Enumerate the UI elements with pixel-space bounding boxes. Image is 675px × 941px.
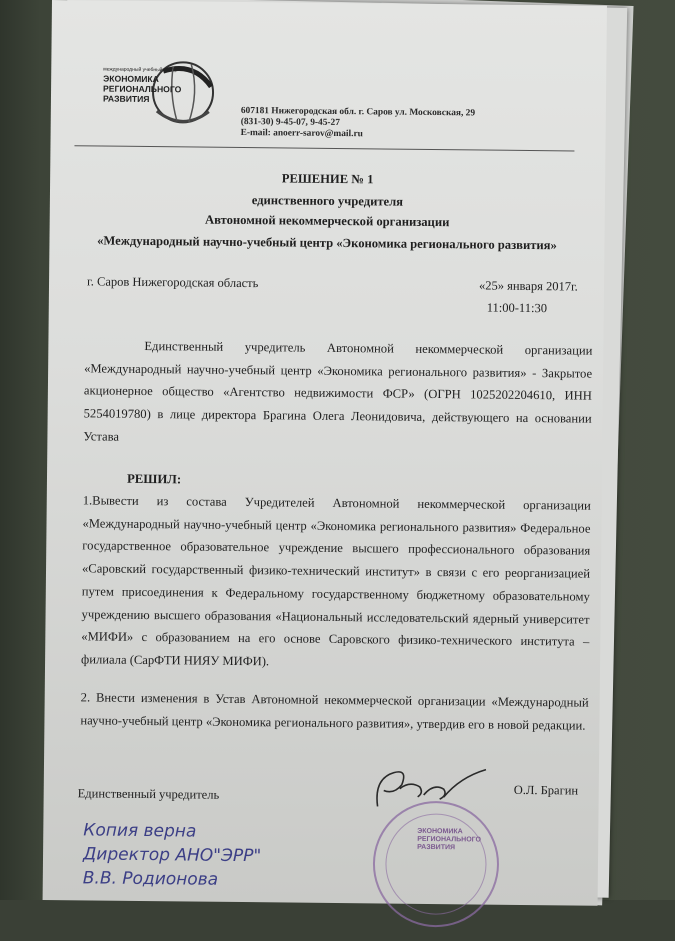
header-divider (74, 145, 574, 151)
resolved-heading: РЕШИЛ: (126, 471, 182, 487)
stamp-line: ЭКОНОМИКА (417, 827, 463, 836)
intro-paragraph: Единственный учредитель Автономной некоммерческой организации «Международный научно-учебный центр «Экономика регионального развития» - Закрытое акционерное общество «Агентство недвижимости ФСР» (ОГРН 1025202204610, ИНН 5254019780) в лице директора Брагина Олега Леонидовича, действующего на основании Устава (83, 338, 593, 444)
organization-address (241, 106, 476, 141)
resolution-item-1: 1.Вывести из состава Учредителей Автономной некоммерческой организации «Международный научно-учебный центр «Экономика регионального развития» Федеральное государственное образовательное учреждение высшего профессионального образования «Саровский государственный физико-технический институт» в связи с его реорганизацией путем присоединения к Федеральному государственному бюджетному образовательному учреждению высшего образования «Национальный исследовательский ядерный университет «МИФИ» с образованием на его основе Саровского физико-технического института – филиала (СарФТИ НИЯУ МИФИ). (81, 493, 591, 669)
email-line: E-mail: anoerr-sarov@mail.ru (240, 127, 363, 140)
signatory-name: О.Л. Брагин (513, 782, 579, 798)
handwritten-line: Директор АНО"ЭРР" (82, 844, 262, 867)
stamp-line: РАЗВИТИЯ (417, 843, 456, 852)
resolution-item-2: 2. Внести изменения в Устав Автономной некоммерческой организации «Международный научно-учебный центр «Экономика регионального развития», утвердив его в новой редакции. (80, 690, 589, 733)
address-line: 607181 Нижегородская обл. г. Саров ул. Московская, 29 (240, 105, 476, 119)
official-stamp (360, 793, 511, 935)
round-stamp-icon (360, 793, 511, 935)
document-place: г. Саров Нижегородская область (86, 274, 259, 291)
logo-line: РАЗВИТИЯ (102, 93, 150, 104)
logo-line: ЭКОНОМИКА (103, 73, 159, 84)
organization-logo (73, 55, 234, 137)
stamp-line: РЕГИОНАЛЬНОГО (417, 835, 482, 844)
document-time: 11:00-11:30 (486, 300, 548, 316)
document-subtitle: Автономной некоммерческой организации (204, 212, 450, 230)
handwritten-line: Копия верна (83, 820, 197, 842)
logo-line: РЕГИОНАЛЬНОГО (103, 83, 182, 94)
document-subtitle: «Международный научно-учебный центр «Экономика регионального развития» (97, 233, 557, 253)
document-title: РЕШЕНИЕ № 1 (281, 171, 374, 187)
logo-subtitle: международный учебный центр (103, 66, 178, 74)
stamp-text (417, 828, 481, 853)
phone-line: (831-30) 9-45-07, 9-45-27 (240, 116, 340, 129)
document-subtitle: единственного учредителя (251, 193, 404, 209)
document-date: «25» января 2017г. (478, 278, 578, 294)
document-page (43, 0, 607, 906)
logo-text (103, 68, 182, 104)
handwritten-line: В.В. Родионова (82, 868, 219, 890)
handwritten-certification (83, 818, 262, 892)
signatory-role: Единственный учредитель (77, 786, 220, 802)
